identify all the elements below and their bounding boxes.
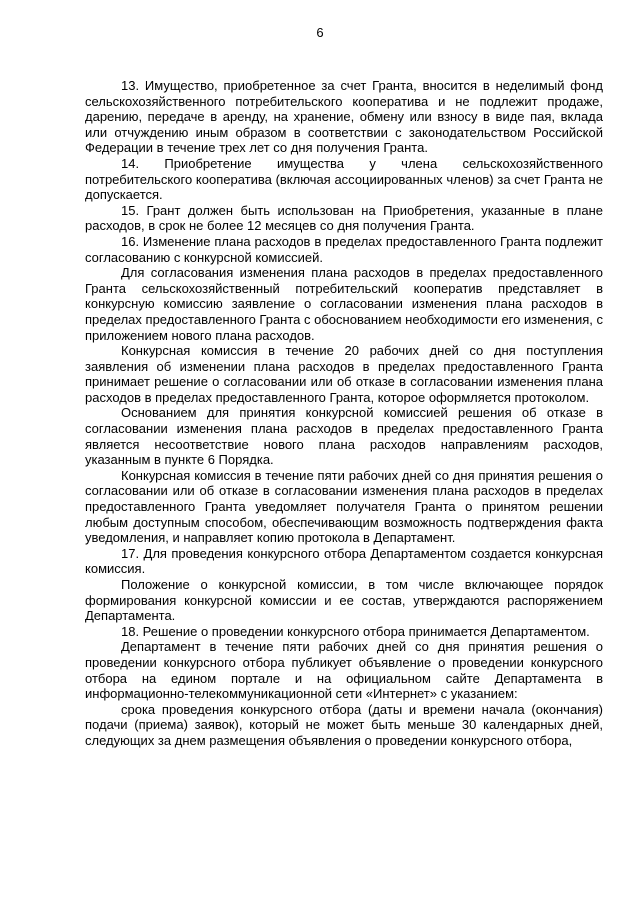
page-number: 6 xyxy=(316,25,324,40)
paragraph-16: 16. Изменение плана расходов в пределах предоставленного Гранта подлежит согласованию с конкурсной комиссией. xyxy=(85,233,603,265)
document-body xyxy=(85,78,603,749)
paragraph-17: 17. Для проведения конкурсного отбора Департаментом создается конкурсная комиссия. xyxy=(85,545,603,577)
paragraph-14: 14. Приобретение имущества у члена сельскохозяйственного потребительского кооператива (включая ассоциированных членов) за счет Гранта не допускается. xyxy=(85,155,603,203)
paragraph-18: 18. Решение о проведении конкурсного отбора принимается Департаментом. xyxy=(121,623,590,639)
paragraph-16-approval-request: Для согласования изменения плана расходов в пределах предоставленного Гранта сельскохозяйственный потребительский кооператив представляет в конкурсную комиссию заявление о согласовании изменения плана расходов в пределах предоставленного Гранта с обоснованием необходимости его изменения, с приложением нового плана расходов. xyxy=(85,265,603,343)
paragraph-15: 15. Грант должен быть использован на Приобретения, указанные в плане расходов, в срок не более 12 месяцев со дня получения Гранта. xyxy=(85,202,603,234)
paragraph-16-commission-decision: Конкурсная комиссия в течение 20 рабочих дней со дня поступления заявления об изменении плана расходов в пределах предоставленного Гранта принимает решение о согласовании или об отказе в согласовании изменения плана расходов в пределах предоставленного Гранта, которое оформляется протоколом. xyxy=(85,343,603,405)
paragraph-16-refusal-grounds: Основанием для принятия конкурсной комиссией решения об отказе в согласовании изменения плана расходов в пределах предоставленного Гранта является несоответствие нового плана расходов направлениям расходов, указанным в пункте 6 Порядка. xyxy=(85,405,603,468)
paragraph-18-announcement: Департамент в течение пяти рабочих дней со дня принятия решения о проведении конкурсного отбора публикует объявление о проведении конкурсного отбора на едином портале и на официальном сайте Департамента в информационно-телекоммуникационной сети «Интернет» с указанием: xyxy=(85,639,603,702)
paragraph-17-commission-regulation: Положение о конкурсной комиссии, в том числе включающее порядок формирования конкурсной комиссии и ее состав, утверждаются распоряжением Департамента. xyxy=(85,577,603,624)
paragraph-16-notification: Конкурсная комиссия в течение пяти рабочих дней со дня принятия решения о согласовании или об отказе в согласовании изменения плана расходов в пределах предоставленного Гранта уведомляет получателя Гранта о принятом решении любым доступным способом, обеспечивающим возможность подтверждения факта уведомления, и направляет копию протокола в Департамент. xyxy=(85,467,603,546)
paragraph-18-deadline: срока проведения конкурсного отбора (даты и времени начала (окончания) подачи (приема) заявок), который не может быть меньше 30 календарных дней, следующих за днем размещения объявления о проведении конкурсного отбора, xyxy=(85,701,603,748)
paragraph-13: 13. Имущество, приобретенное за счет Гранта, вносится в неделимый фонд сельскохозяйственного потребительского кооператива и не подлежит продаже, дарению, передаче в аренду, на хранение, обмену или взносу в виде пая, вклада или отчуждению иным образом в соответствии с законодательством Российской Федерации в течение трех лет со дня получения Гранта. xyxy=(85,78,603,156)
